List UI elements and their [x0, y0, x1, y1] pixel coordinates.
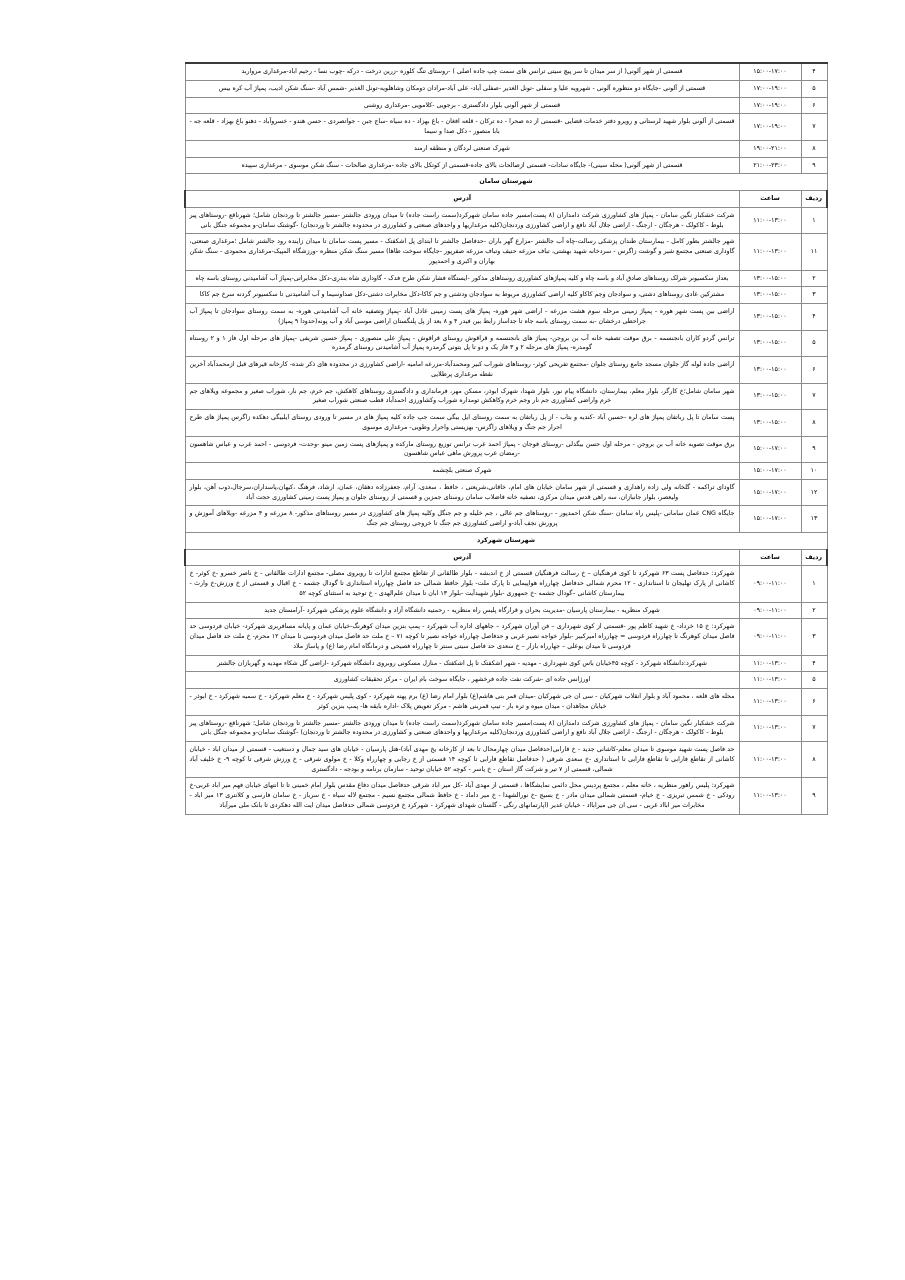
cell-radif: ۸	[801, 742, 827, 778]
cell-adres: حد فاصل پست شهید موسوی تا میدان معلم-کاشانی جدید - خ فارابی(حدفاصل میدان چهارمحال تا بعد از کارخانه یخ مهدی آباد)-هتل پارسیان - خیابان های سید جمال و دستغیب - قسمتی از میدان اباد - خیابان کاشانی از تقاطع فارابی تا تقاطع فارابی تا استانداری -خ سعدی شرقی ( حدفاصل تقاطع فارابی تا کوچه ۱۴ قسمتی از خ رجایی و چهارراه وکلا - خ مولوی شرقی - خ ورزش شرقی تا کوچه ۹- خ خلیف آباد شمالی، قسمتی از ۷ تیر و شرکت گاز استان - خ یاسر - کوچه ۵۲ خیابان توحید - سازمان برنامه و بودجه - دادگستری	[185, 742, 739, 778]
table-row	[185, 619, 827, 655]
cell-saat: ۱۳:۰۰-۱۵:۰۰	[739, 330, 801, 357]
column-header-adres: آدرس	[185, 549, 739, 566]
cell-adres: شرکت خشکبار نگین سامان - پمپاژ های کشاورزی شرکت دامداران (۸ پست)مسیر جاده سامان شهرکرد(سمت راست جاده) تا میدان ورودی جالشتر -مسیر جالشتر تا وردنجان شامل؛ شهرناقع -روستاهای پیر بلوط - کاکولک - هرجگان - ارجنگ - اراضی جلال آباد نافع و اراضی کشاورزی وردنجان(کلیه مرغداریها و واحدهای صنعتی و کشاورزی در محدوده جالشتر تا وردنجان) -گوشتک سامان-و مجموعه جنگل بانی	[185, 715, 739, 742]
outage-schedule-table	[184, 62, 828, 815]
cell-saat: ۱۱:۰۰-۱۳:۰۰	[739, 742, 801, 778]
cell-radif: ۴	[801, 304, 827, 331]
cell-adres: پست سامان تا پل رباتفان پمپاژ های لره -حسین آباد -کندیه و بتاب - از پل رباتفان به سمت روستای ایل بیگی سمت جپ جاده کلیه پمپاژ های در مسیر تا ورودی روستای ایلبیگی دهکده زاگرس پمپاژ های طرح احرار جم جنگ و ویلاهای زاگرس- بهزیستی واحرار وطویی- مرغداری موسوی	[185, 410, 739, 437]
column-header-saat: ساعت	[739, 549, 801, 566]
column-header-adres: آدرس	[185, 191, 739, 208]
cell-radif: ۵	[801, 80, 827, 97]
table-row	[185, 410, 827, 437]
cell-adres: شهرک صنعتی بلچشمه	[185, 463, 739, 480]
cell-radif: ۷	[801, 383, 827, 410]
cell-saat: ۱۱:۰۰-۱۳:۰۰	[739, 655, 801, 672]
table-row	[185, 436, 827, 463]
table-row	[185, 357, 827, 384]
cell-adres: مشترکین عادی روستاهای دشتی، و سوادجان وجم کاکاو کلیه اراضی کشاورزی مربوط به سوادجان ودشتی و جم کاکا-دکل مخابرات دشتی-دکل صداوسیما و آب آشامیدنی تا سکسیونر گردنه سرخ جم کاکا	[185, 287, 739, 304]
cell-adres: جایگاه CNG عمان سامانی -پلیس راه سامان -سنگ شکن احمدپور - -روستاهای جم عالی ، جم خلیله و جم جنگل وکلیه پمپاژ های کشاورزی در مسیر روستاهای مذکور- ۸ مزرعه و ۴ مزرعه -ویلاهای آموزش و پرورش نجف آباد-و اراضی کشاورزی جم جنگ تا خروجی روستای جم جنگ	[185, 506, 739, 533]
cell-saat: ۱۵:۰۰-۱۷:۰۰	[739, 436, 801, 463]
cell-adres: بعداز سکسیونر شرلک روستاهای صادق آباد و باسه چاه و کلیه پمپاژهای کشاورزی روستاهای مذکور -ایستگاه فشار شکن طرح فدک - گاوداری شاه بندری-دکل مخابراتی-پمپاژ آب آشامیدنی روستای باسه چاه	[185, 270, 739, 287]
cell-adres: قسمتی از آلونی بلوار شهید لرستانی و رویرو دفتر خدمات قضایی -قسمتی از ده صحرا - ده ترکان - قلعه افغان - باغ بهزاد - ده سیاه -ساج جبن - جواتصردی - حسن هندو - خسروآباد - دهنو باغ بهزاد - قلعه جه - بابا منصور - دکل صدا و سیما	[185, 114, 739, 141]
table-row	[185, 479, 827, 506]
table-row	[185, 80, 827, 97]
cell-radif: ۵	[801, 330, 827, 357]
cell-radif: ۶	[801, 357, 827, 384]
cell-saat: ۱۷:۰۰-۱۹:۰۰	[739, 114, 801, 141]
cell-saat: ۱۵:۰۰-۱۷:۰۰	[739, 463, 801, 480]
cell-saat: ۱۳:۰۰-۱۵:۰۰	[739, 304, 801, 331]
cell-adres: شهرکرد:دانشگاه شهرکرد - کوچه ۴۵خیابان باس کوی شهرداری - مهدیه - شهر اشکفتک تا پل اشکفتک - منازل مسکونی روبروی دانشگاه شهرکرد -اراضی گل شکاء مهدیه و گهربازان جالشتر	[185, 655, 739, 672]
cell-adres: شهر جالشتر بطور کامل - بیمارستان طندان پزشکی رسالت-چاه آب جالشتر -مزارع گهر باران -حدفاصل جالشتر تا ابتدای پل اشکفتک - مسیر پست سامان تا میدان زاینده رود جالشتر شامل ؛مرغداری صنعتی، گاوداری صنعتی مجتمع شیر و گوشت زاگرس - سردخانه شهید بهشتی، تباف مزرعه حنیف وتباف مزرعه صفرپور -جایگاه سوخت طاها) مسیر سنگ شکن منظره -ورزشگاه المپیک-مرغداری محمودی - سنگ شکن بهاران و اکبری و احمدپور	[185, 234, 739, 270]
cell-adres: قسمتی از شهر آلونی( محله سینی)- جایگاه سادات- قسمتی ازصالحات بالای جاده-قسمتی از کوتکل بالای جاده -مرغداری صالحات - سنگ شکن موسوی - مرغداری سپیده	[185, 157, 739, 174]
section-banner-row	[185, 174, 827, 191]
cell-adres: اراضی جاده لوله گاز جلوان مسجد جامع روستای جلوان -مجتمع تفریحی کوثر- روستاهای شوراب کبیر ومحمدآباد-مزرعه امامیه -اراضی کشاورزی در محدوده های ذکر شده- کارخانه قیرهای قبل ازمحمدآباد آخرین نقطه مرغداری پرطلایی	[185, 357, 739, 384]
cell-radif: ۴	[801, 655, 827, 672]
section-banner-row	[185, 532, 827, 549]
cell-adres: برق موقت تصویه خانه آب بن بروجن - مرحله اول حسن بیگدلی -روستای فوجان - پمپاژ احمد عرب ترانس توزیع روستای مارکده و پمپاژهای پست زمین مینو -وحدت- فردوسی - احمد عرب و عباس شاهسون -رمضان عرب پرورش ماهی عباس شاهسون	[185, 436, 739, 463]
table-row	[185, 304, 827, 331]
cell-radif: ۳	[801, 619, 827, 655]
cell-radif: ۳	[801, 287, 827, 304]
table-row	[185, 506, 827, 533]
table-row	[185, 157, 827, 174]
cell-radif: ۱۱	[801, 234, 827, 270]
cell-saat: ۱۱:۰۰-۱۳:۰۰	[739, 689, 801, 716]
table-row	[185, 114, 827, 141]
column-header-radif: ردیف	[801, 191, 827, 208]
outage-schedule-sheet	[186, 62, 828, 815]
cell-saat: ۱۱:۰۰-۱۳:۰۰	[739, 778, 801, 814]
cell-saat: ۱۳:۰۰-۱۵:۰۰	[739, 410, 801, 437]
table-row	[185, 602, 827, 619]
column-header-radif: ردیف	[801, 549, 827, 566]
cell-radif: ۴	[801, 63, 827, 80]
table-row	[185, 207, 827, 234]
cell-saat: ۱۱:۰۰-۱۳:۰۰	[739, 715, 801, 742]
cell-radif: ۲	[801, 602, 827, 619]
cell-radif: ۱	[801, 207, 827, 234]
cell-adres: قسمتی از شهر آلونی( از سر میدان تا سر پیچ سیتی ترانس های سمت چپ جاده اصلی ) -روستای تنگ کلوره -زرین درخت - درکه -چوب نسا - رحیم اباد-مرغداری مرواربد	[185, 63, 739, 80]
cell-radif: ۷	[801, 715, 827, 742]
table-row	[185, 655, 827, 672]
table-row	[185, 270, 827, 287]
cell-saat: ۱۷:۰۰-۱۹:۰۰	[739, 80, 801, 97]
cell-adres: شهرکرد: پلیس راهور منظریه ، خانه معلم ، مجتمع پردیس محل دائمی نمایشگاها ، قسمتی از مهدی آباد -کل میر اباد شرقی حدفاصل میدان دفاع مقدس بلوار امام خمینی تا تا انتهای خیابان فهم میر اباد غربی-خ رودکی - خ شمس تبریزی - خ خیام- قسمتی شمالی میدان مادر - خ بسیج -خ نورالشهدا - خ میر داماد - خ حافظ شمالی مجتمع نسیم - مجتمع لاله سیاه - خ سرباز - خ سامان فارسی و کلانتری ۱۳ میر اباد - مخابرات میر ابااد غربی - سی ان جی میرابااد - خیابان غدیر (اپارتمانهای رنگی - گلستان شهدای شهرکرد - شهرکرد خ فردوسی شمالی حدفاصل میدان ایت الله دهکردی تا بانک ملی میرآباد	[185, 778, 739, 814]
table-row	[185, 689, 827, 716]
table-body	[185, 63, 827, 814]
cell-adres: شهرکرد: خ ۱۵ خرداد- خ شهید کاظم پور -قسمتی از کوی شهرداری – فن آوران شهرکرد – جاههای اداره آب شهرکرد - پمپ بنزین میدان کوهرنگ-خیابان عمان و پایانه مسافربری شهرکرد- خیابان فردوسی حد فاصل میدان کوهرنگ تا چهارراه فردوسی = چهارراه امیرکبیر -بلوار خواجه نصیر غربی و حدفاصل چهارراه خواجه نصیر تا کوچه ۷۱ – خ ملت حد فاصل میدان فردوسی تا میدان ۱۲ محرم- خ ملت حد فاصل میدان فردوسی تا میدان بوعلی – جهارراه بازار – خ سعدی حد فاصل سیتی سنتر تا چهارراه فصیحی و درمانگاه امام رضا (ع) و پاساژ ملاد	[185, 619, 739, 655]
cell-adres: اراضی بین پست شهر هوره - پمپاژ زمینی مرحله سوم هشت مزرعه - اراضی شهر هوره- پمپاژ های پست زمینی عادل آباد -پمپاژ وتصفیه خانه آب آشامیدنی هوره- به سمت روستای سوادجان تا پمپاژ آب جراحطی درخشان -به سمت روستای باسه جاه تا جداساز رابط بین فیدر ۴ و ۸ بعد از پل پلنگستان اراضی موسی آباد و آب پونه(حدودا ۹ پمپاژ)	[185, 304, 739, 331]
cell-radif: ۵	[801, 672, 827, 689]
cell-saat: ۰۹:۰۰-۱۱:۰۰	[739, 619, 801, 655]
cell-saat: ۲۱:۰۰-۲۳:۰۰	[739, 157, 801, 174]
cell-adres: شهرک منظریه - بیمارستان پارسیان -مدیریت بحران و قرارگاه پلیس راه منظریه - رحمتیه دانشگاه آزاد و دانشگاه علوم پزشکی شهرکرد -آرامستان جدید	[185, 602, 739, 619]
cell-radif: ۹	[801, 436, 827, 463]
cell-adres: شهرک صنعتی لردگان و منطقه ارمند	[185, 140, 739, 157]
table-row	[185, 287, 827, 304]
cell-radif: ۲	[801, 270, 827, 287]
cell-radif: ۶	[801, 97, 827, 114]
cell-adres: ترانس گردو کاران بانجنسمه - برق موقت تصفیه خانه آب بن بروجن- پمپاژ های بانجنسمه و قراقوش روستای قراقوش - پمپاژ علی منصوری - پمپاژ حسین شریفی -پمپاژ های مرحله اول فاز ۱ و ۲ روستاه گومدره- پمپاژ های مرحله ۲ و ۳ فاز یک و دو تا پل بتونی گرمدره پمپاژ آب آشامیدنی روستای گرمدره	[185, 330, 739, 357]
table-row	[185, 463, 827, 480]
cell-saat: ۱۳:۰۰-۱۵:۰۰	[739, 357, 801, 384]
cell-saat: ۱۵:۰۰-۱۷:۰۰	[739, 479, 801, 506]
cell-adres: گاودای تراکمه - گلخانه ولی زاده راهداری و قسمتی از شهر سامان خیابان های امام، خاقانی،شریعتی ، حافظ ، سعدی، آرام، جعفرزاده دهقان، عمان، ارشاد، فرهنگ ،کیهان،پاسداران،سرجال،ذوب آهن، بلوار ولیعصر، بلوار جانبازان، سه راهی قدس میدان مرکزی، تصفیه خانه فاضلاب سامان روستای جمزبن و قسمتی از روستای جلوان و پمپاژ پست زمینی کشاورزی حجت آباد	[185, 479, 739, 506]
cell-saat: ۰۹:۰۰-۱۱:۰۰	[739, 602, 801, 619]
cell-saat: ۱۵:۰۰-۱۷:۰۰	[739, 506, 801, 533]
cell-radif: ۸	[801, 410, 827, 437]
table-row	[185, 97, 827, 114]
cell-saat: ۰۹:۰۰-۱۱:۰۰	[739, 566, 801, 602]
column-header-row	[185, 191, 827, 208]
cell-saat: ۱۱:۰۰-۱۳:۰۰	[739, 207, 801, 234]
table-row	[185, 63, 827, 80]
cell-saat: ۱۱:۰۰-۱۳:۰۰	[739, 234, 801, 270]
cell-saat: ۱۳:۰۰-۱۵:۰۰	[739, 383, 801, 410]
table-row	[185, 742, 827, 778]
cell-radif: ۸	[801, 140, 827, 157]
table-row	[185, 715, 827, 742]
cell-radif: ۶	[801, 689, 827, 716]
section-banner-shahrekord: شهرستان شهرکرد	[185, 532, 827, 549]
cell-saat: ۱۱:۰۰-۱۳:۰۰	[739, 672, 801, 689]
cell-saat: ۱۳:۰۰-۱۵:۰۰	[739, 270, 801, 287]
table-row	[185, 566, 827, 602]
cell-radif: ۱۲	[801, 479, 827, 506]
cell-adres: محله های قلعه ، محمود آباد و بلوار انقلاب شهرکیان - سی ان جی شهرکیان -میدان قمر بنی هاشم(ع) بلوار امام رضا (ع) برم پهنه شهرکرد - کوی پلیس شهرکرد - خ معلم شهرکرد - خ سمیه شهرکرد - خ ابوذر - خیابان مجاهدان - میدان میوه و تره بار - تیپ قمربنی هاشم - مرکز تعویض پلاک -اداره بایقه ها- پمپ بنزین کوثر	[185, 689, 739, 716]
cell-adres: قسمتی از آلونی -جایگاه دو منظوره آلونی - شهرویه علیا و سفلی -تونل الغدیر -صفلی آباد- علی آباد-مرادان دومکان وشاهلویه-تونل الغدیر -شمس آباد -سنگ شکن ادیب، پمپاژ آب کره بیس	[185, 80, 739, 97]
table-row	[185, 778, 827, 814]
cell-saat: ۱۳:۰۰-۱۵:۰۰	[739, 287, 801, 304]
column-header-row	[185, 549, 827, 566]
cell-radif: ۹	[801, 778, 827, 814]
cell-radif: ۱۰	[801, 463, 827, 480]
cell-adres: قسمتی از شهر آلونی بلوار دادگستری - برجویی -کلامویی -مرغداری روشنی	[185, 97, 739, 114]
cell-radif: ۱	[801, 566, 827, 602]
cell-radif: ۱۳	[801, 506, 827, 533]
cell-adres: شهر سامان شامل؛خ کارگر، بلوار معلم، بیمارستان، دانشگاه پیام نور، بلوار شهدا، شهرک ابوذر، مسکن مهر، فرمانداری و دادگستری روستاهای کاهکش، جم خرم، جم نار، شوراب صغیر و مجموعه ویلاهای جم خرم واراضی کشاورزی جم نار وجم خرم وکاهکش تومداره شوراب وکشاورزی احمدآباد قطب صنعتی شوراب صغیر	[185, 383, 739, 410]
cell-saat: ۱۵:۰۰-۱۷:۰۰	[739, 63, 801, 80]
cell-radif: ۷	[801, 114, 827, 141]
cell-saat: ۱۷:۰۰-۱۹:۰۰	[739, 97, 801, 114]
cell-saat: ۱۹:۰۰-۲۱:۰۰	[739, 140, 801, 157]
table-row	[185, 234, 827, 270]
cell-adres: شهرکرد: حدفاصل پست ۶۳ شهرکرد تا کوی فرهنگیان – خ رسالت فرهنگیان قسمتی از خ اندبشه - بلوار طالقانی از تقاطع مجتمع ادارات تا روبروی مصلی- مجتمع ادارات طالقانی - خ ناصر خسرو -خ کوثر- خ کاشانی از پارک تهلیجان تا استانداری - ۱۲ محرم شمالی حدفاصل چهارراه هواپیمایی تا پارک ملت- بلوار حافظ شمالی حد فاصل چهارراه استانداری تا گودال جشمه - خ اقبال و قسمتی از خ ورزش-خ وارث - بیمارستان کاشانی –گودال جشمه -خ جمهوری -بلوار شهیدآیت -بلوار ۱۳ ابان تا میدان علم‌الهدی - خ توحید به استثنای کوچه ۵۲	[185, 566, 739, 602]
section-banner-saman: شهرستان سامان	[185, 174, 827, 191]
column-header-saat: ساعت	[739, 191, 801, 208]
table-row	[185, 383, 827, 410]
table-row	[185, 140, 827, 157]
cell-adres: شرکت خشکبار نگین سامان - پمپاژ های کشاورزی شرکت دامداران (۸ پست)مسیر جاده سامان شهرکرد(سمت راست جاده) تا میدان ورودی جالشتر -مسیر جالشتر تا وردنجان شامل؛ شهرناقع -روستاهای پیر بلوط - کاکولک - هرجگان - ارجنگ - اراضی جلال آباد نافع و اراضی کشاورزی وردنجان(کلیه مرغداریها و واحدهای صنعتی و کشاورزی در محدوده جالشتر تا وردنجان) -گوشتک سامان-و مجموعه جنگل بانی	[185, 207, 739, 234]
cell-adres: اورژانس جاده ای -شرکت نفت جاده فرخشهر ، جایگاه سوخت بام ایران - مرکز تحقیقات کشاورزی	[185, 672, 739, 689]
table-row	[185, 330, 827, 357]
table-row	[185, 672, 827, 689]
cell-radif: ۹	[801, 157, 827, 174]
